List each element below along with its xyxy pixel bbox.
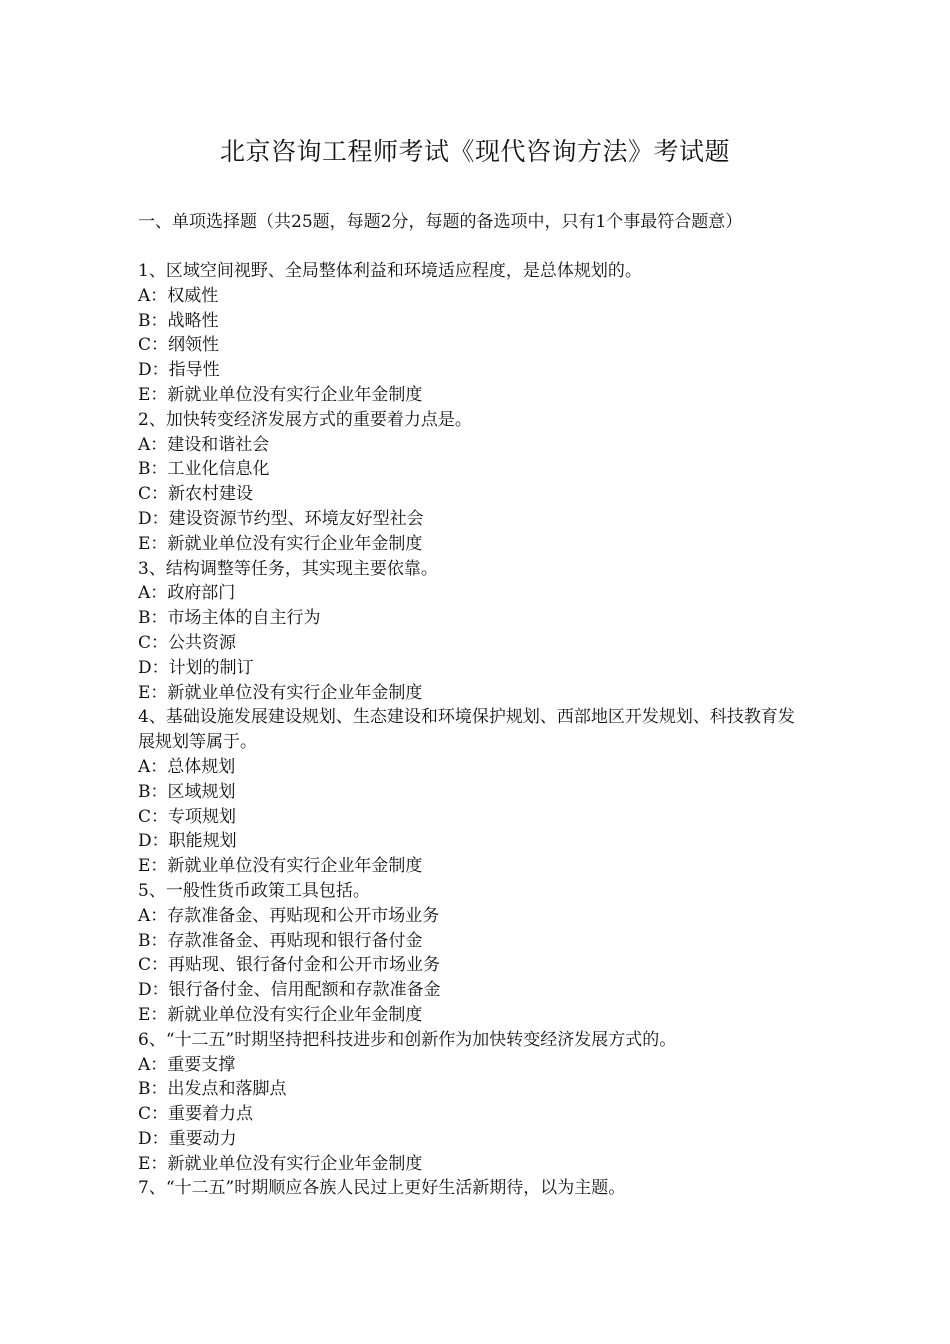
question-block xyxy=(138,408,808,557)
answer-option: E：新就业单位没有实行企业年金制度 xyxy=(138,1004,423,1025)
answer-option: A：建设和谐社会 xyxy=(138,434,270,455)
answer-option: E：新就业单位没有实行企业年金制度 xyxy=(138,1153,423,1174)
question-block xyxy=(138,705,808,879)
section-heading: 一、单项选择题（共25题，每题2分，每题的备选项中，只有1个事最符合题意） xyxy=(138,212,743,232)
answer-option: C：纲领性 xyxy=(138,335,220,356)
answer-option: C：新农村建设 xyxy=(138,484,254,505)
answer-option: C：专项规划 xyxy=(138,806,237,827)
question-text: 5、一般性货币政策工具包括。 xyxy=(138,880,370,901)
answer-option: B：工业化信息化 xyxy=(138,459,270,480)
answer-option: C：再贴现、银行备付金和公开市场业务 xyxy=(138,955,441,976)
answer-option: B：区域规划 xyxy=(138,781,236,802)
question-block xyxy=(138,879,808,1028)
answer-option: A：总体规划 xyxy=(138,756,236,777)
answer-option: B：存款准备金、再贴现和银行备付金 xyxy=(138,930,423,951)
answer-option: A：存款准备金、再贴现和公开市场业务 xyxy=(138,905,440,926)
answer-option: E：新就业单位没有实行企业年金制度 xyxy=(138,682,423,703)
question-text: 4、基础设施发展建设规划、生态建设和环境保护规划、西部地区开发规划、科技教育发展规划等属于。 xyxy=(138,707,795,753)
answer-option: A：重要支撑 xyxy=(138,1054,236,1075)
answer-option: D：职能规划 xyxy=(138,831,237,852)
question-text: 1、区域空间视野、全局整体利益和环境适应程度，是总体规划的。 xyxy=(138,261,642,281)
answer-option: D：指导性 xyxy=(138,360,220,381)
question-block xyxy=(138,1028,808,1177)
answer-option: C：重要着力点 xyxy=(138,1104,254,1125)
question-block xyxy=(138,259,808,408)
answer-option: B：战略性 xyxy=(138,310,219,331)
answer-option: A：权威性 xyxy=(138,285,219,306)
question-text: 6、“十二五”时期坚持把科技进步和创新作为加快转变经济发展方式的。 xyxy=(138,1029,677,1050)
answer-option: C：公共资源 xyxy=(138,632,237,653)
answer-option: B：市场主体的自主行为 xyxy=(138,608,321,629)
answer-option: E：新就业单位没有实行企业年金制度 xyxy=(138,384,423,405)
answer-option: E：新就业单位没有实行企业年金制度 xyxy=(138,533,423,554)
answer-option: A：政府部门 xyxy=(138,583,236,604)
question-block xyxy=(138,1176,808,1201)
question-list xyxy=(138,259,808,1201)
answer-option: B：出发点和落脚点 xyxy=(138,1079,287,1100)
question-text: 2、加快转变经济发展方式的重要着力点是。 xyxy=(138,409,472,430)
answer-option: E：新就业单位没有实行企业年金制度 xyxy=(138,856,423,877)
answer-option: D：重要动力 xyxy=(138,1128,237,1149)
answer-option: D：计划的制订 xyxy=(138,657,254,678)
question-text: 3、结构调整等任务，其实现主要依靠。 xyxy=(138,558,438,579)
answer-option: D：建设资源节约型、环境友好型社会 xyxy=(138,508,424,529)
question-block xyxy=(138,557,808,706)
document-title: 北京咨询工程师考试《现代咨询方法》考试题 xyxy=(219,137,730,166)
answer-option: D：银行备付金、信用配额和存款准备金 xyxy=(138,980,441,1001)
question-text: 7、“十二五”时期顺应各族人民过上更好生活新期待，以为主题。 xyxy=(138,1178,626,1199)
